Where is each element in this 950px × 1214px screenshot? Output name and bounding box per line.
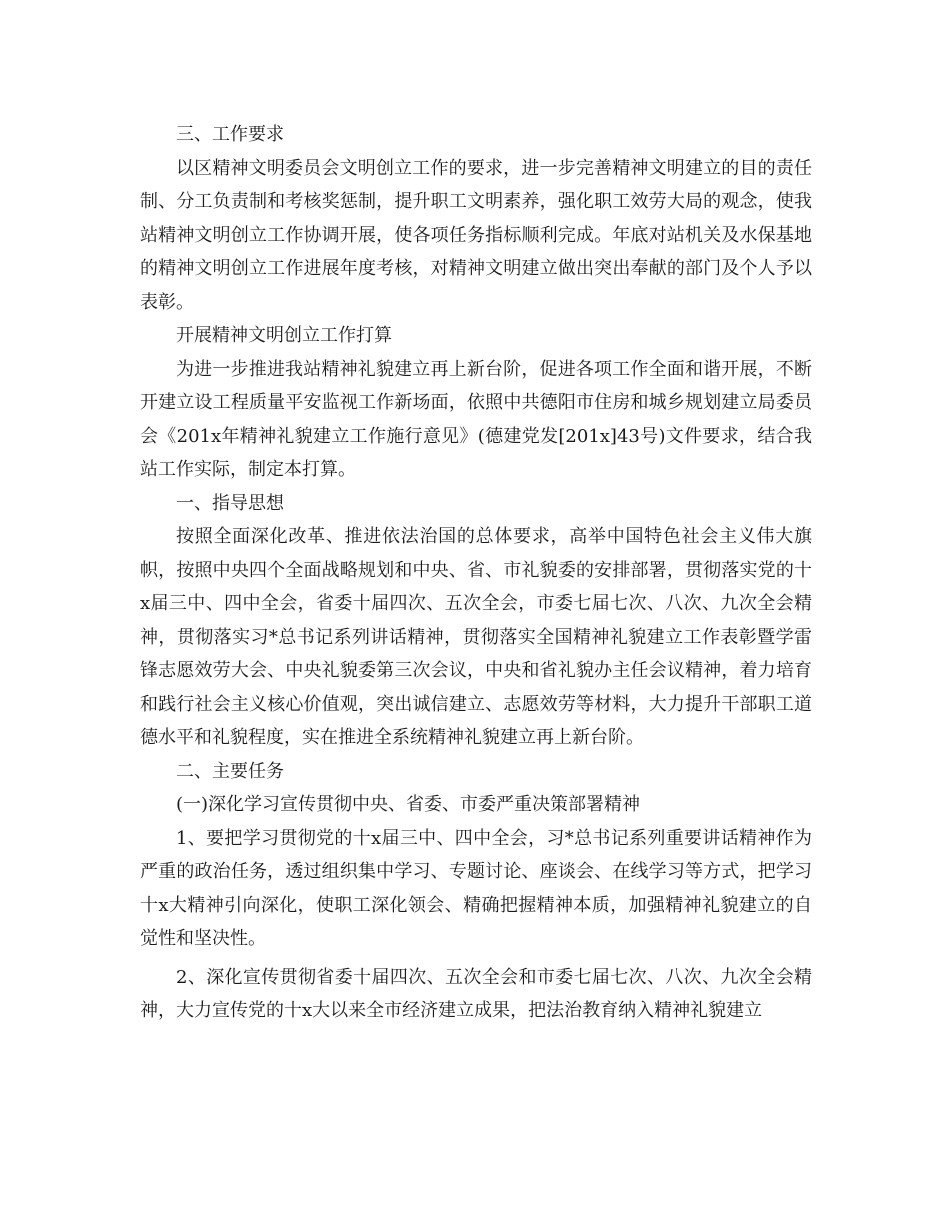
document-page — [140, 118, 812, 1028]
list-item-paragraph: 1、要把学习贯彻党的十x届三中、四中全会，习*总书记系列重要讲话精神作为严重的政治任务，透过组织集中学习、专题讨论、座谈会、在线学习等方式，把学习十x大精神引向深化，使职工深化领会、精确把握精神本质，加强精神礼貌建立的自觉性和坚决性。 — [140, 827, 812, 949]
body-paragraph: 按照全面深化改革、推进依法治国的总体要求，高举中国特色社会主义伟大旗帜，按照中央四个全面战略规划和中央、省、市礼貌委的安排部署，贯彻落实党的十x届三中、四中全会，省委十届四次、五次全会，市委七届七次、八次、九次全会精神，贯彻落实习*总书记系列讲话精神，贯彻落实全国精神礼貌建立工作表彰暨学雷锋志愿效劳大会、中央礼貌委第三次会议，中央和省礼貌办主任会议精神，着力培育和践行社会主义核心价值观，突出诚信建立、志愿效劳等材料，大力提升干部职工道德水平和礼貌程度，实在推进全系统精神礼貌建立再上新台阶。 — [140, 526, 812, 748]
subsection-heading: (一)深化学习宣传贯彻中央、省委、市委严重决策部署精神 — [176, 794, 641, 815]
section-heading-guiding-ideology: 一、指导思想 — [176, 492, 284, 514]
section-heading-main-tasks: 二、主要任务 — [176, 760, 284, 782]
body-paragraph: 为进一步推进我站精神礼貌建立再上新台阶，促进各项工作全面和谐开展，不断开建立设工程质量平安监视工作新场面，依照中共德阳市住房和城乡规划建立局委员会《201x年精神礼貌建立工作施行意见》(德建党发[201x]43号)文件要求，结合我站工作实际，制定本打算。 — [140, 358, 812, 480]
body-paragraph: 以区精神文明委员会文明创立工作的要求，进一步完善精神文明建立的目的责任制、分工负责制和考核奖惩制，提升职工文明素养，强化职工效劳大局的观念，使我站精神文明创立工作协调开展，使各项任务指标顺利完成。年底对站机关及水保基地的精神文明创立工作进展年度考核，对精神文明建立做出突出奉献的部门及个人予以表彰。 — [140, 157, 812, 313]
section-heading-work-requirements: 三、工作要求 — [176, 124, 284, 145]
document-title-plan: 开展精神文明创立工作打算 — [176, 325, 392, 346]
list-item-paragraph: 2、深化宣传贯彻省委十届四次、五次全会和市委七届七次、八次、九次全会精神，大力宣传党的十x大以来全市经济建立成果，把法治教育纳入精神礼貌建立 — [140, 966, 812, 1021]
